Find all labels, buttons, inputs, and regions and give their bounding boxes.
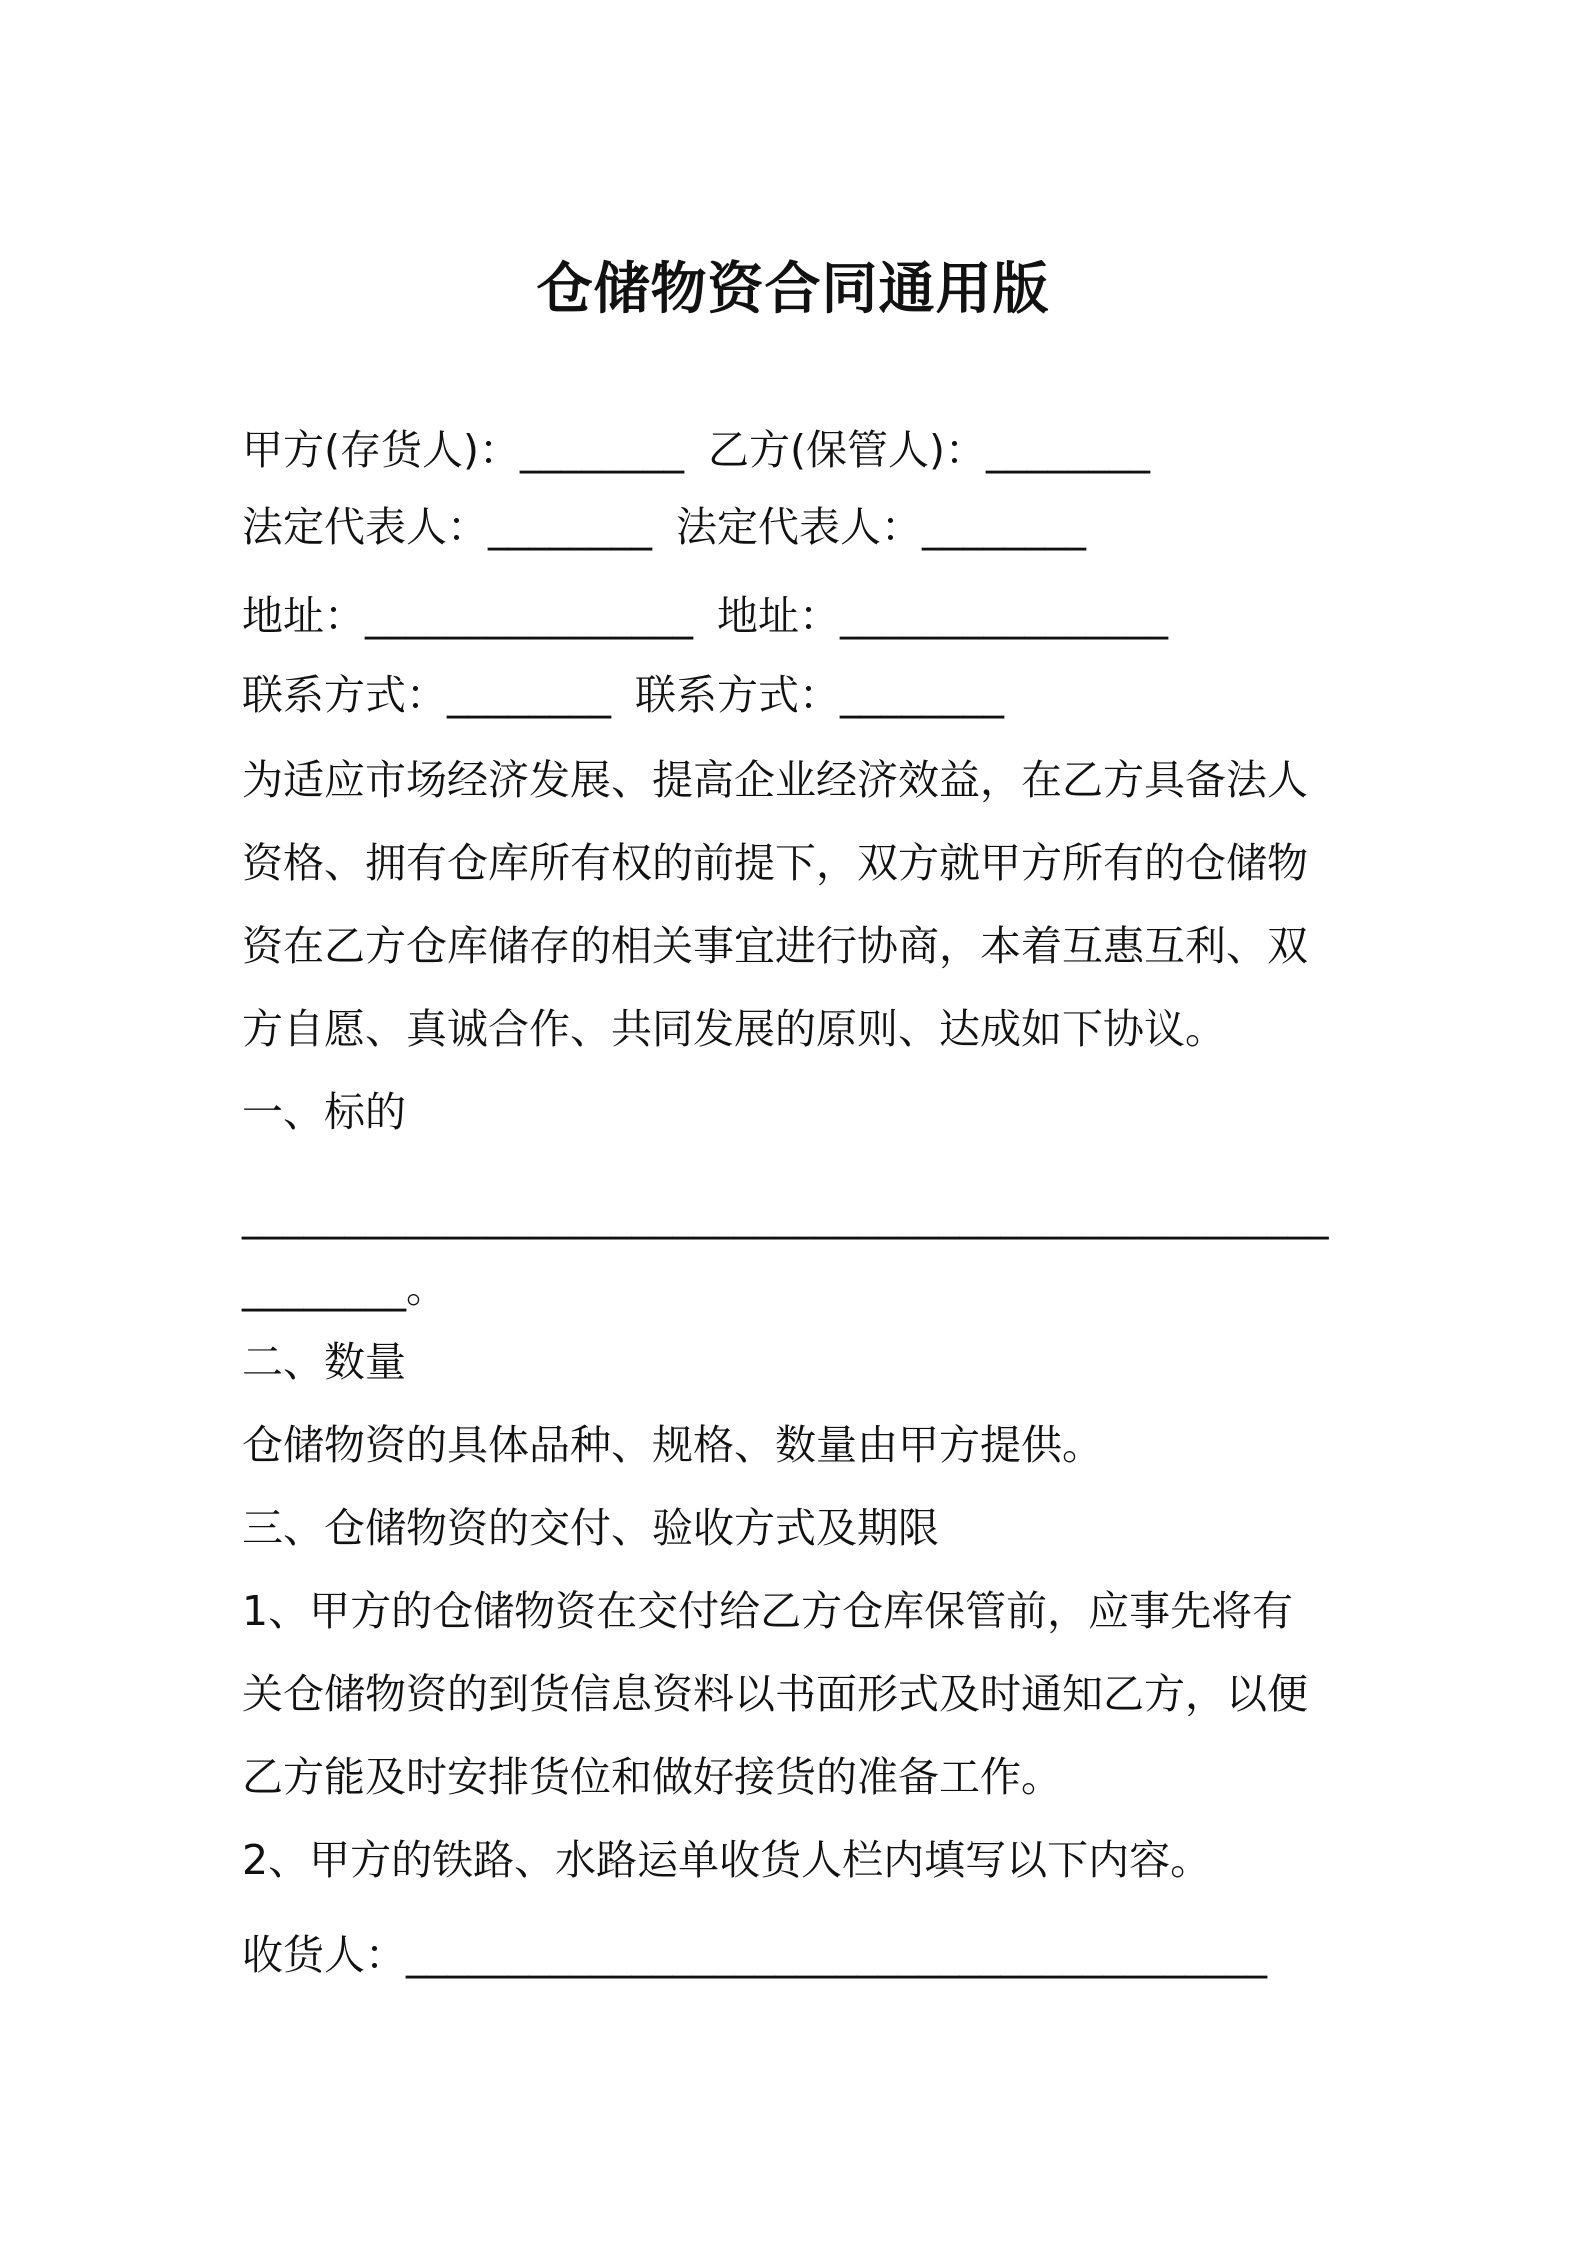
clause-1-line-2: 关仓储物资的到货信息资料以书面形式及时通知乙方，以便: [242, 1670, 1308, 1718]
clause-1-line-3: 乙方能及时安排货位和做好接货的准备工作。: [242, 1753, 1062, 1801]
quantity-text: 仓储物资的具体品种、规格、数量由甲方提供。: [242, 1421, 1103, 1469]
section-heading-subject: 一、标的: [242, 1088, 406, 1136]
consignee-field: 收货人：__________________________________________: [242, 1931, 1267, 1979]
party-a-representative-field: 法定代表人：________: [242, 503, 652, 551]
party-a-contact-field: 联系方式：________: [242, 671, 611, 719]
party-a-name-field: 甲方(存货人)：________: [242, 426, 684, 474]
preamble-line-1: 为适应市场经济发展、提高企业经济效益，在乙方具备法人: [242, 756, 1308, 804]
preamble-line-2: 资格、拥有仓库所有权的前提下，双方就甲方所有的仓储物: [242, 839, 1308, 887]
clause-2-text: 2、甲方的铁路、水路运单收货人栏内填写以下内容。: [242, 1836, 1212, 1884]
document-title: 仓储物资合同通用版: [536, 257, 1050, 322]
party-row-representatives: [242, 497, 1086, 557]
preamble-line-4: 方自愿、真诚合作、共同发展的原则、达成如下协议。: [242, 1005, 1226, 1053]
clause-1-line-1: 1、甲方的仓储物资在交付给乙方仓库保管前，应事先将有: [242, 1587, 1294, 1635]
party-row-addresses: [242, 586, 1168, 646]
party-b-name-field: 乙方(保管人)：________: [708, 426, 1150, 474]
section-heading-quantity: 二、数量: [242, 1338, 406, 1386]
section-heading-delivery: 三、仓储物资的交付、验收方式及期限: [242, 1504, 939, 1552]
party-b-representative-field: 法定代表人：________: [676, 503, 1086, 551]
party-a-address-field: 地址：________________: [242, 592, 693, 640]
subject-blank-line-end: ________。: [242, 1264, 447, 1312]
party-row-names: [242, 420, 1150, 480]
party-b-address-field: 地址：________________: [717, 592, 1168, 640]
preamble-line-3: 资在乙方仓库储存的相关事宜进行协商，本着互惠互利、双: [242, 922, 1308, 970]
party-b-contact-field: 联系方式：________: [635, 671, 1004, 719]
subject-blank-line: _____________________________________________________: [242, 1192, 1329, 1240]
party-row-contacts: [242, 665, 1004, 725]
